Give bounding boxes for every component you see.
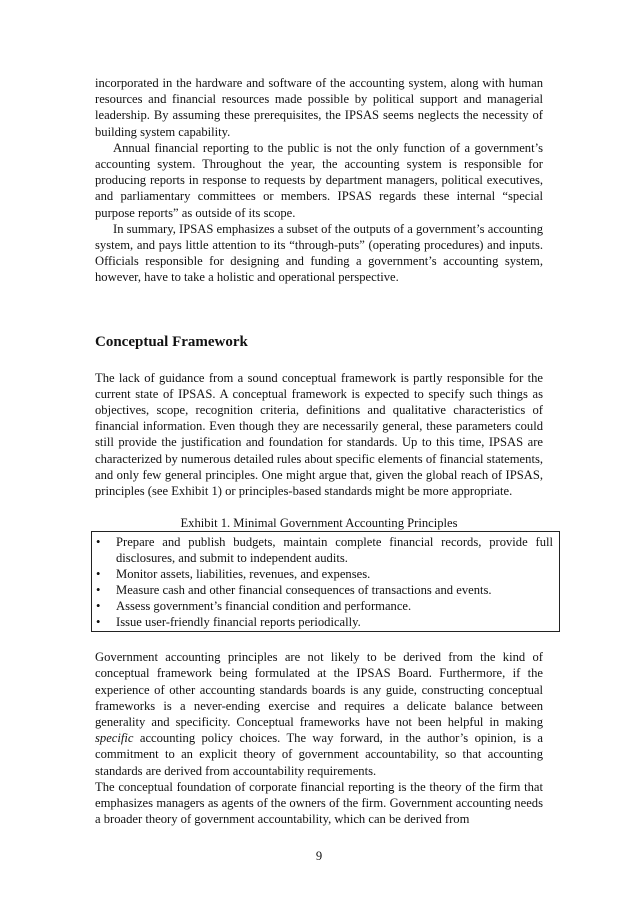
section-heading: Conceptual Framework: [95, 333, 248, 350]
bullet-icon: •: [96, 567, 101, 582]
exhibit-list: [96, 534, 553, 630]
bullet-icon: •: [96, 583, 101, 598]
italic-emphasis: specific: [95, 731, 134, 746]
bullet-icon: •: [96, 535, 101, 550]
paragraph-6: The conceptual foundation of corporate financial reporting is the theory of the firm that emphasizes managers as agents of the owners of the firm. Government accounting needs a broader theory of government accountability, which can be derived from: [95, 779, 543, 827]
bullet-icon: •: [96, 599, 101, 614]
paragraph-4: The lack of guidance from a sound conceptual framework is partly responsible for the current state of IPSAS. A conceptual framework is expected to specify such things as objectives, scope, recognition criteria, definitions and qualitative characteristics of financial information. Even though they are necessarily general, these parameters could still provide the justification and foundation for standards. Up to this time, IPSAS are characterized by numerous detailed rules about specific elements of financial statements, and only few general principles. One might argue that, given the global reach of IPSAS, principles (see Exhibit 1) or principles-based standards might be more appropriate.: [95, 370, 543, 499]
paragraph-5: Government accounting principles are not likely to be derived from the kind of conceptual framework being formulated at the IPSAS Board. Furthermore, if the experience of other accounting standards boards is any guide, constructing conceptual frameworks is a never-ending exercise and requires a delicate balance between generality and specificity. Conceptual frameworks have not been helpful in making specific accounting policy choices. The way forward, in the author’s opinion, is a commitment to an explicit theory of government accountability, so that accounting standards are derived from accountability requirements.: [95, 650, 543, 778]
exhibit-title: Exhibit 1. Minimal Government Accounting Principles: [180, 516, 458, 531]
paragraph-2: Annual financial reporting to the public is not the only function of a government’s accounting system. Throughout the year, the accounting system is responsible for producing reports in response to requests by department managers, political executives, and parliamentary committees or members. IPSAS regards these internal “special purpose reports” as outside of its scope.: [95, 140, 543, 220]
exhibit: [95, 515, 553, 632]
exhibit-item: • Issue user-friendly financial reports periodically.: [96, 615, 361, 630]
exhibit-item: • Assess government’s financial condition and performance.: [96, 599, 412, 614]
exhibit-item: • Measure cash and other financial consequences of transactions and events.: [96, 583, 492, 598]
exhibit-box: [91, 531, 560, 632]
page-number: 9: [315, 849, 323, 863]
exhibit-item: • Prepare and publish budgets, maintain complete financial records, provide full disclosures, and submit to independent audits.: [96, 535, 553, 566]
bullet-icon: •: [96, 615, 101, 630]
paragraph-3: In summary, IPSAS emphasizes a subset of the outputs of a government’s accounting system, and pays little attention to its “through-puts” (operating procedures) and inputs. Officials responsible for designing and funding a government’s accounting system, however, have to take a holistic and operational perspective.: [95, 221, 543, 285]
paragraph-1: incorporated in the hardware and software of the accounting system, along with human resources and financial resources made possible by political support and managerial leadership. By assuming these prerequisites, the IPSAS seems neglects the necessity of building system capability.: [95, 76, 543, 139]
exhibit-item: • Monitor assets, liabilities, revenues, and expenses.: [96, 567, 371, 582]
page-content: [95, 75, 553, 828]
